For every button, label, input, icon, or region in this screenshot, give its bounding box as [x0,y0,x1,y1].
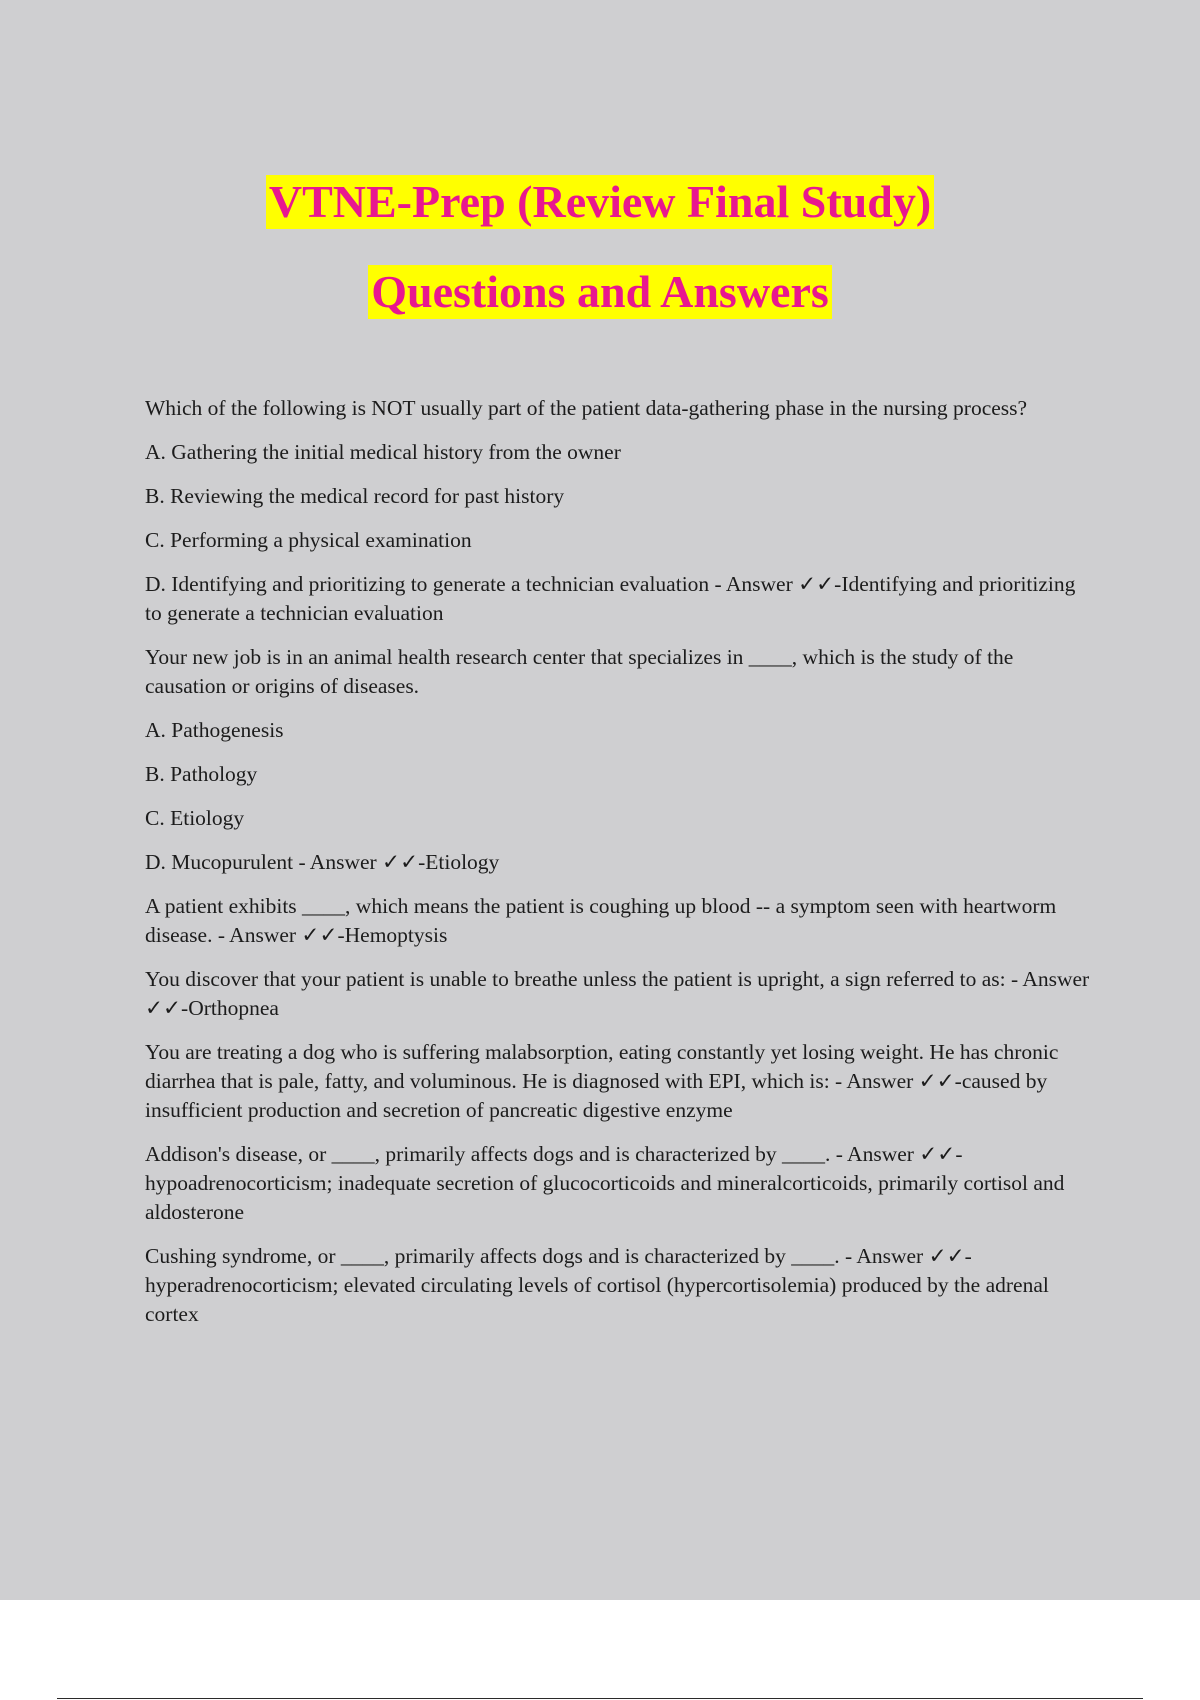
question-7: Cushing syndrome, or ____, primarily affects dogs and is characterized by ____. - Answer ✓✓-hyperadrenocorticism; elevated circulating levels of cortisol (hypercortisolemia) produced by the adrenal cortex [145,1244,1049,1326]
question-1-option-b: B. Reviewing the medical record for past history [145,484,565,508]
footer-divider [57,1698,1143,1699]
question-2-option-b: B. Pathology [145,762,258,786]
question-3: A patient exhibits ____, which means the patient is coughing up blood -- a symptom seen with heartworm disease. - Answer ✓✓-Hemoptysis [145,894,1057,947]
question-4: You discover that your patient is unable to breathe unless the patient is upright, a sign referred to as: - Answer ✓✓-Orthopnea [145,967,1090,1020]
document-body [145,394,1095,1344]
document-title-line-2: Questions and Answers [368,265,832,319]
question-1-option-a: A. Gathering the initial medical history from the owner [145,440,621,464]
question-6: Addison's disease, or ____, primarily affects dogs and is characterized by ____. - Answer ✓✓-hypoadrenocorticism; inadequate secretion of glucocorticoids and mineralcorticoids, primarily cortisol and aldosterone [145,1142,1065,1224]
question-2-option-a: A. Pathogenesis [145,718,284,742]
question-1-option-d-answer: D. Identifying and prioritizing to generate a technician evaluation - Answer ✓✓-Identifying and prioritizing to generate a technician evaluation [145,572,1076,625]
question-1-stem: Which of the following is NOT usually part of the patient data-gathering phase in the nursing process? [145,396,1028,420]
question-2-option-c: C. Etiology [145,806,245,830]
document-title-line-1: VTNE-Prep (Review Final Study) [266,175,934,229]
document-title-line-2-wrap [0,265,1200,319]
question-2-option-d-answer: D. Mucopurulent - Answer ✓✓-Etiology [145,850,500,874]
document-title-line-1-wrap [0,175,1200,229]
question-5: You are treating a dog who is suffering malabsorption, eating constantly yet losing weight. He has chronic diarrhea that is pale, fatty, and voluminous. He is diagnosed with EPI, which is: - Answer ✓✓-caused by insufficient production and secretion of pancreatic digestive enzyme [145,1040,1059,1122]
question-1-option-c: C. Performing a physical examination [145,528,472,552]
question-2-stem: Your new job is in an animal health research center that specializes in ____, which is the study of the causation or origins of diseases. [145,645,1014,698]
